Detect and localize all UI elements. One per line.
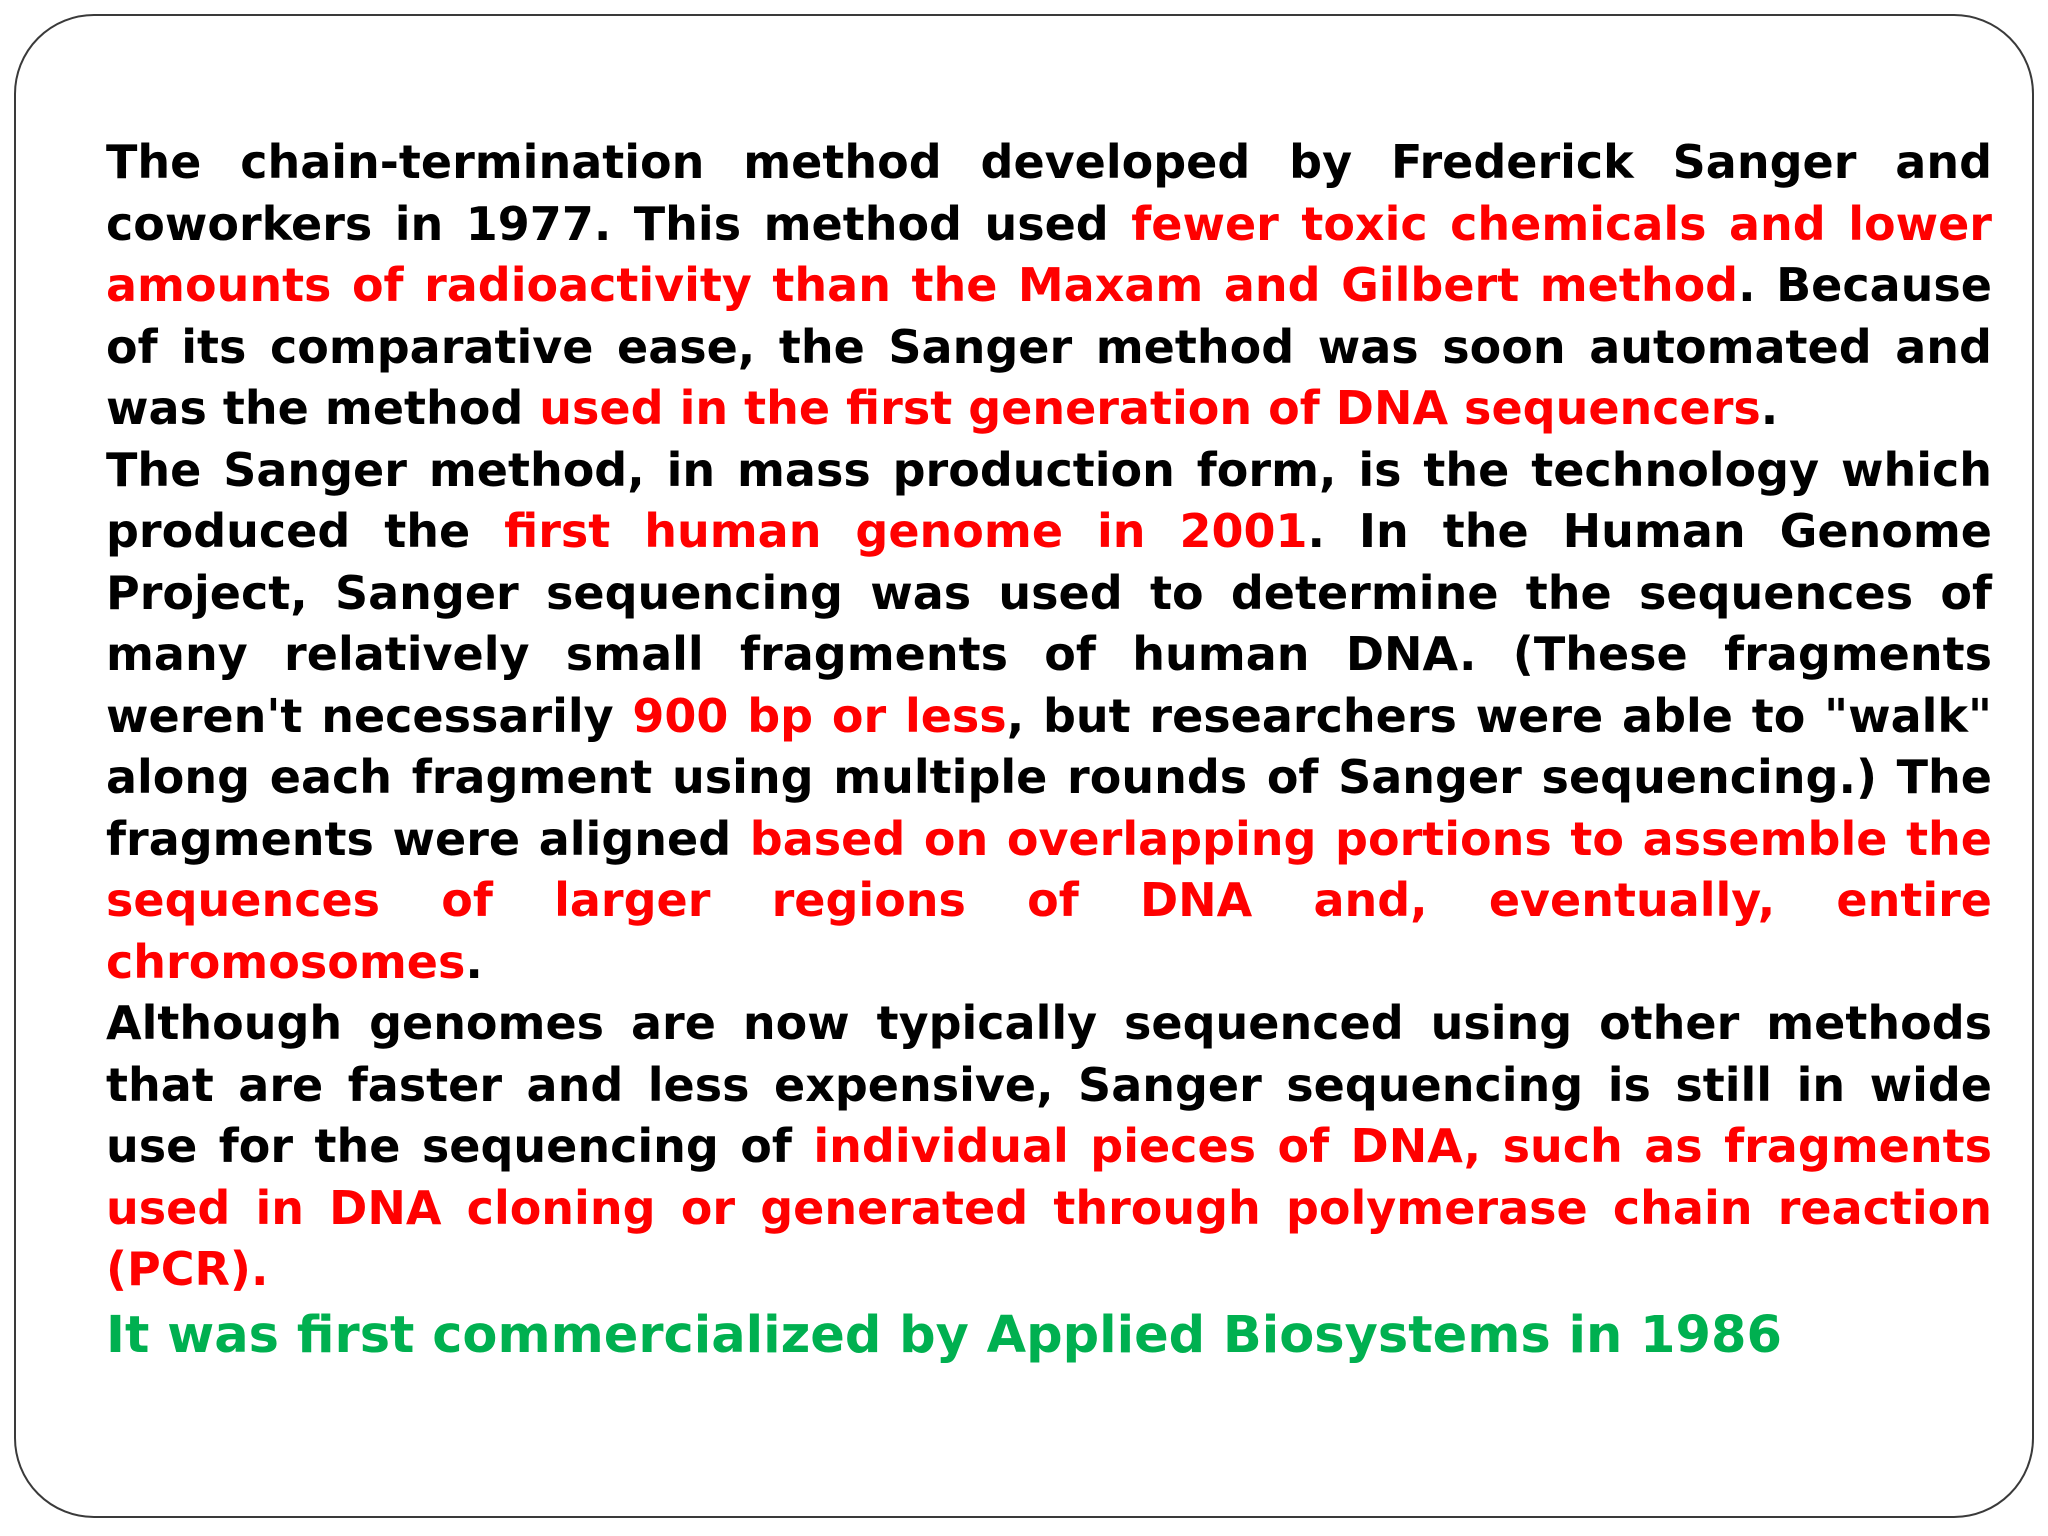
highlighted-segment: based on overlapping portions to assemble the sequences of larger regions of DNA and, eventually, entire chromosomes — [106, 811, 1992, 989]
highlighted-segment: individual pieces of DNA, such as fragments used in DNA cloning or generated through polymerase chain reaction (PCR). — [106, 1119, 1992, 1296]
highlighted-segment: first human genome in 2001 — [504, 504, 1308, 558]
text-segment: . In the Human Genome Project, Sanger sequencing was used to determine the sequences of many relatively small fragments of human DNA. (These fragments weren't necessarily — [106, 504, 1993, 743]
slide-frame — [14, 14, 2034, 1518]
text-segment: . Because of its comparative ease, the Sanger method was soon automated and was the method — [106, 258, 1992, 435]
paragraph-human-genome-project — [106, 440, 1992, 994]
closing-line: It was first commercialized by Applied Biosystems in 1986 — [106, 1305, 1782, 1365]
text-segment: Although genomes are now typically sequenced using other methods that are faster and less expensive, Sanger sequencing is still in wide use for the sequencing of — [106, 996, 1992, 1173]
highlighted-segment: used in the first generation of DNA sequencers — [539, 381, 1761, 435]
highlighted-segment: 900 bp or less — [632, 688, 1007, 743]
text-segment: . — [1760, 381, 1779, 435]
text-segment: The chain-termination method developed by Frederick Sanger and coworkers in 1977. This method used — [106, 135, 1992, 251]
paragraph-current-use — [106, 993, 1992, 1301]
slide-body — [106, 132, 1992, 1369]
highlighted-segment: fewer toxic chemicals and lower amounts of radioactivity than the Maxam and Gilbert method — [106, 196, 1992, 312]
text-segment: The Sanger method, in mass production form, is the technology which produced the — [106, 442, 1992, 558]
text-segment: , but researchers were able to "walk" along each fragment using multiple rounds of Sanger sequencing.) The fragments were aligned — [106, 688, 1992, 866]
text-segment: . — [465, 934, 483, 989]
paragraph-sanger-method-origin — [106, 132, 1992, 440]
